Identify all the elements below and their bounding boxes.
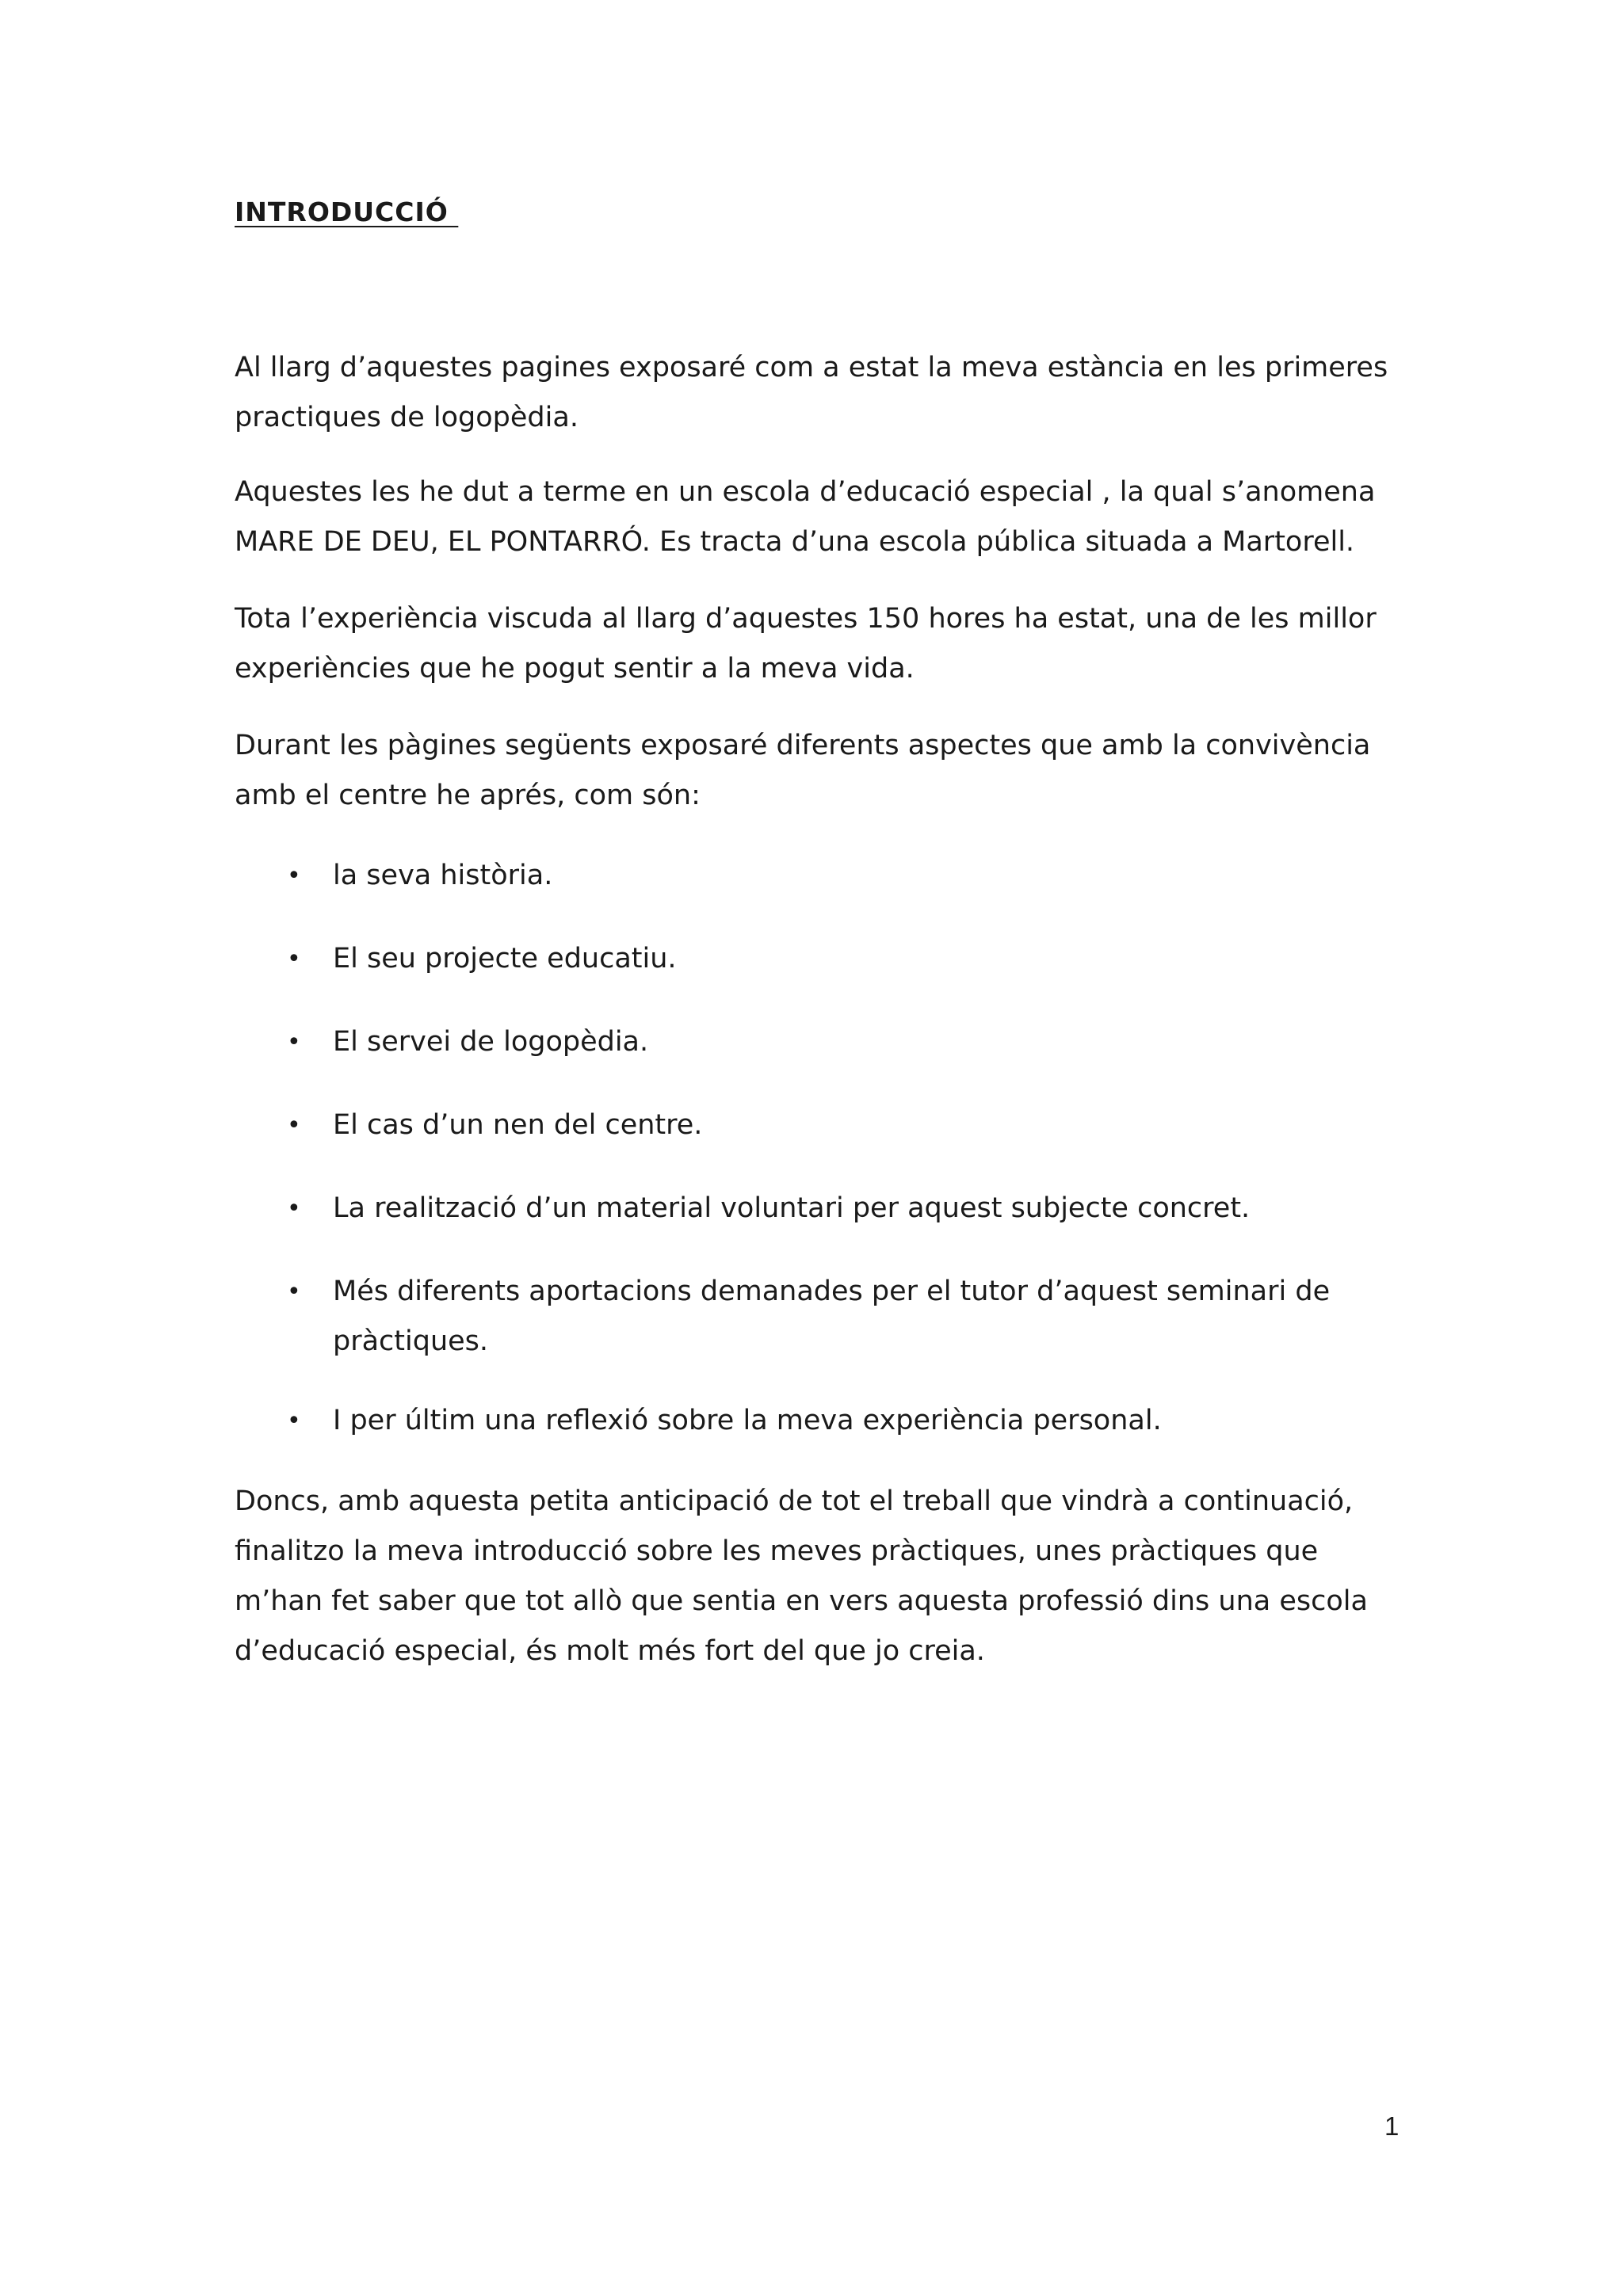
paragraph-experience bbox=[235, 594, 1392, 694]
list-item bbox=[235, 934, 1392, 984]
paragraph-aspects bbox=[235, 721, 1392, 821]
text-line: MARE DE DEU, EL PONTARRÓ. Es tracta d’una escola pública situada a Martorell. bbox=[235, 526, 1355, 558]
paragraph-school bbox=[235, 467, 1392, 567]
text-line: practiques de logopèdia. bbox=[235, 402, 579, 433]
text-line: experiències que he pogut sentir a la meva vida. bbox=[235, 653, 915, 685]
paragraph-intro bbox=[235, 343, 1392, 443]
bullet-icon: • bbox=[287, 945, 301, 973]
bullet-icon: • bbox=[287, 862, 301, 890]
text-line: Tota l’experiència viscuda al llarg d’aquestes 150 hores ha estat, una de les millor bbox=[235, 603, 1377, 635]
list-item bbox=[235, 1396, 1392, 1446]
list-item bbox=[235, 1017, 1392, 1067]
text-line: Aquestes les he dut a terme en un escola d’educació especial , la qual s’anomena bbox=[235, 476, 1376, 508]
list-item bbox=[235, 1184, 1392, 1234]
paragraph-closing bbox=[235, 1477, 1392, 1676]
list-item-text: la seva història. bbox=[333, 860, 553, 891]
list-item-text: pràctiques. bbox=[333, 1325, 489, 1357]
list-item-text: El seu projecte educatiu. bbox=[333, 943, 677, 974]
list-item-text: Més diferents aportacions demanades per el tutor d’aquest seminari de bbox=[333, 1276, 1331, 1307]
bullet-icon: • bbox=[287, 1112, 301, 1139]
list-item bbox=[235, 851, 1392, 901]
bullet-icon: • bbox=[287, 1028, 301, 1056]
page-title: INTRODUCCIÓ bbox=[235, 196, 459, 227]
text-line: finalitzo la meva introducció sobre les meves pràctiques, unes pràctiques que bbox=[235, 1535, 1319, 1567]
text-line: Al llarg d’aquestes pagines exposaré com a estat la meva estància en les primeres bbox=[235, 352, 1388, 383]
bullet-icon: • bbox=[287, 1278, 301, 1306]
text-line: d’educació especial, és molt més fort del que jo creia. bbox=[235, 1635, 985, 1667]
text-line: Durant les pàgines següents exposaré diferents aspectes que amb la convivència bbox=[235, 730, 1371, 761]
list-item-text: La realització d’un material voluntari per aquest subjecte concret. bbox=[333, 1192, 1251, 1224]
list-item bbox=[235, 1267, 1392, 1367]
list-item-text: El cas d’un nen del centre. bbox=[333, 1109, 703, 1141]
list-item-text: I per últim una reflexió sobre la meva experiència personal. bbox=[333, 1405, 1162, 1436]
list-item-text: El servei de logopèdia. bbox=[333, 1026, 649, 1058]
text-line: m’han fet saber que tot allò que sentia en vers aquesta professió dins una escola bbox=[235, 1585, 1368, 1617]
bullet-icon: • bbox=[287, 1407, 301, 1435]
list-item bbox=[235, 1100, 1392, 1150]
bullet-icon: • bbox=[287, 1195, 301, 1222]
text-line: amb el centre he aprés, com són: bbox=[235, 780, 701, 811]
text-line: Doncs, amb aquesta petita anticipació de tot el treball que vindrà a continuació, bbox=[235, 1486, 1354, 1517]
aspects-list bbox=[235, 851, 1392, 1446]
page-number: 1 bbox=[1384, 2111, 1400, 2141]
